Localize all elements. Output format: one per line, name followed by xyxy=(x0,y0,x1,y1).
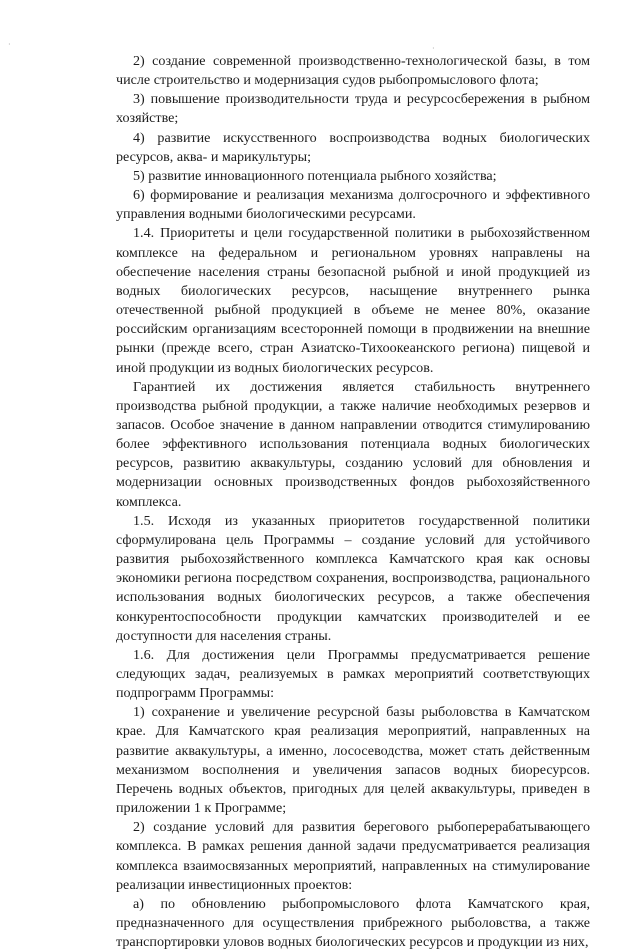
task-1: 1) сохранение и увеличение ресурсной базы рыболовства в Камчатском крае. Для Камчатского края реализация мероприятий, направленных на развитие аквакультуры, а именно, лососеводства, может стать действенным механизмом восполнения и увеличения запасов водных биоресурсов. Перечень водных объектов, пригодных для целей аквакультуры, приведен в приложении 1 к Программе; xyxy=(116,704,590,817)
document-body xyxy=(116,52,590,952)
paragraph-guarantee: Гарантией их достижения является стабильность внутреннего производства рыбной продукции, а также наличие необходимых резервов и запасов. Особое значение в данном направлении отводится стимулированию более эффективного использования потенциала водных биологических ресурсов, развитию аквакультуры, созданию условий для обновления и модернизации основных производственных фондов рыбохозяйственного комплекса. xyxy=(116,378,590,510)
section-1-4: 1.4. Приоритеты и цели государственной политики в рыбохозяйственном комплексе на федеральном и региональном уровнях направлены на обеспечение населения страны безопасной рыбной и иной продукцией из водных биологических ресурсов, насыщение внутреннего рынка отечественной рыбной продукцией в объеме не менее 80%, оказание российским организациям всесторонней помощи в продвижении на внешние рынки (прежде всего, стран Азиатско-Тихоокеанского региона) пищевой и иной продукции из водных биологических ресурсов. xyxy=(116,225,590,376)
section-1-6: 1.6. Для достижения цели Программы предусматривается решение следующих задач, реализуемых в рамках мероприятий соответствующих подпрограмм Программы: xyxy=(116,646,590,702)
list-item-2: 2) создание современной производственно-технологической базы, в том числе строительство и модернизация судов рыбопромыслового флота; xyxy=(116,53,590,89)
scan-speck: · xyxy=(432,44,435,53)
section-1-5: 1.5. Исходя из указанных приоритетов государственной политики сформулирована цель Программы – создание условий для устойчивого развития рыбохозяйственного комплекса Камчатского края как основы экономики региона посредством сохранения, воспроизводства, рационального использования водных биологических ресурсов, а также обеспечения конкурентоспособности продукции камчатских производителей и ее доступности для населения страны. xyxy=(116,512,590,644)
task-2-a: а) по обновлению рыбопромыслового флота Камчатского края, предназначенного для осуществления прибрежного рыболовства, а также транспортировки уловов водных биологических ресурсов и продукции из них, xyxy=(116,895,590,951)
list-item-3: 3) повышение производительности труда и ресурсосбережения в рыбном хозяйстве; xyxy=(116,91,590,127)
list-item-5: 5) развитие инновационного потенциала рыбного хозяйства; xyxy=(133,167,497,184)
scan-speck: · xyxy=(8,40,11,49)
list-item-6: 6) формирование и реализация механизма долгосрочного и эффективного управления водными биологическими ресурсами. xyxy=(116,187,590,223)
task-2: 2) создание условий для развития берегового рыбоперерабатывающего комплекса. В рамках решения данной задачи предусматривается реализация комплекса взаимосвязанных мероприятий, направленных на стимулирование реализации инвестиционных проектов: xyxy=(116,819,590,893)
list-item-4: 4) развитие искусственного воспроизводства водных биологических ресурсов, аква- и марикультуры; xyxy=(116,129,590,165)
